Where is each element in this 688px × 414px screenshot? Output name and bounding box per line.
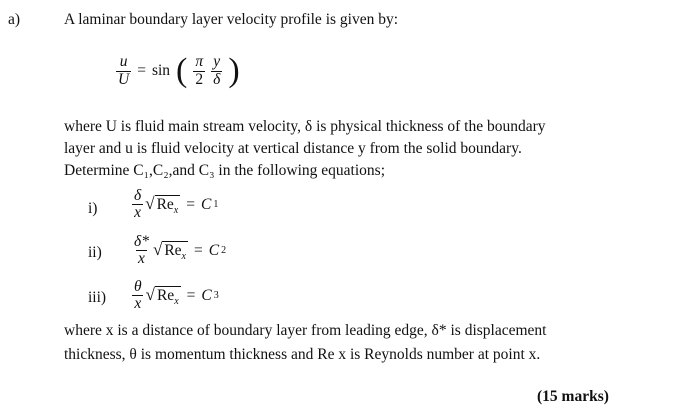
pi-numerator: π — [195, 53, 204, 71]
para1-line1: where U is fluid main stream velocity, δ is physical thickness of the boundary — [64, 118, 546, 135]
para1-line3: Determine C₁,C₂,and C₃ in the following equations; — [64, 162, 385, 179]
equation-label-i: i) — [88, 200, 98, 217]
eq-i-rhs: C — [200, 195, 212, 213]
y-over-delta-fraction — [211, 54, 222, 88]
delta-denominator: δ — [213, 70, 221, 88]
eq-ii-denominator: x — [138, 250, 145, 268]
equation-label-iii: iii) — [88, 289, 107, 306]
eq-iii-sqrt: √ $Re_x$ — [145, 284, 179, 307]
eq-ii-numerator: δ* — [134, 233, 149, 250]
eq-ii-rhs-sub: 2 — [221, 245, 227, 257]
eq-iii-re-sub: x — [174, 295, 179, 307]
equation-i: $\frac{\delta}{x}$ √ $Re_x$ = C 1 — [134, 187, 219, 222]
question-label: a) — [8, 11, 21, 28]
eq-ii-sqrt: √ $Re_x$ — [152, 239, 186, 262]
para1-line2: layer and u is fluid velocity at vertical distance y from the solid boundary. — [64, 140, 522, 157]
formula-equals: = — [137, 62, 146, 79]
eq-iii-rhs-sub: 3 — [213, 290, 219, 302]
eq-iii-fraction — [132, 279, 144, 313]
para2-line1: where x is a distance of boundary layer from leading edge, δ* is displacement — [64, 322, 547, 339]
pi-over-2-fraction — [193, 54, 205, 88]
eq-i-sqrt: √ $Re_x$ — [145, 193, 179, 216]
eq-i-re-sub: x — [173, 204, 179, 216]
lhs-fraction — [116, 54, 131, 88]
question-intro: A laminar boundary layer velocity profile is given by: — [64, 11, 399, 28]
lhs-denominator: U — [118, 70, 130, 88]
equation-ii: $\frac{\delta*}{x}$ √ $Re_x$ = C 2 — [134, 233, 227, 268]
two-denominator: 2 — [195, 70, 204, 88]
eq-i-fraction — [132, 188, 143, 222]
left-paren: ( — [176, 52, 188, 89]
eq-ii-fraction — [132, 234, 151, 268]
right-paren: ) — [228, 52, 240, 89]
equation-iii: $\frac{\theta}{x}$ √ $Re_x$ = C 3 — [134, 278, 219, 313]
eq-i-numerator: δ — [134, 187, 142, 204]
para2-line2: thickness, θ is momentum thickness and Re x is Reynolds number at point x. — [64, 346, 541, 363]
eq-ii-re-sub: x — [181, 250, 186, 262]
marks-label: (15 marks) — [537, 388, 609, 405]
eq-ii-rhs: C — [208, 241, 220, 259]
y-numerator: y — [213, 53, 221, 71]
equation-label-ii: ii) — [88, 244, 102, 261]
eq-ii-re: Re — [164, 241, 182, 259]
velocity-profile-formula — [116, 54, 240, 88]
eq-i-denominator: x — [134, 204, 142, 222]
eq-iii-denominator: x — [134, 295, 142, 313]
formula-sin: sin — [151, 62, 171, 79]
lhs-numerator: u — [119, 53, 128, 71]
eq-iii-re: Re — [156, 286, 175, 304]
eq-iii-numerator: θ — [134, 278, 142, 295]
eq-iii-rhs: C — [201, 286, 212, 304]
eq-i-re: Re — [156, 195, 174, 213]
eq-i-rhs-sub: 1 — [213, 199, 219, 211]
